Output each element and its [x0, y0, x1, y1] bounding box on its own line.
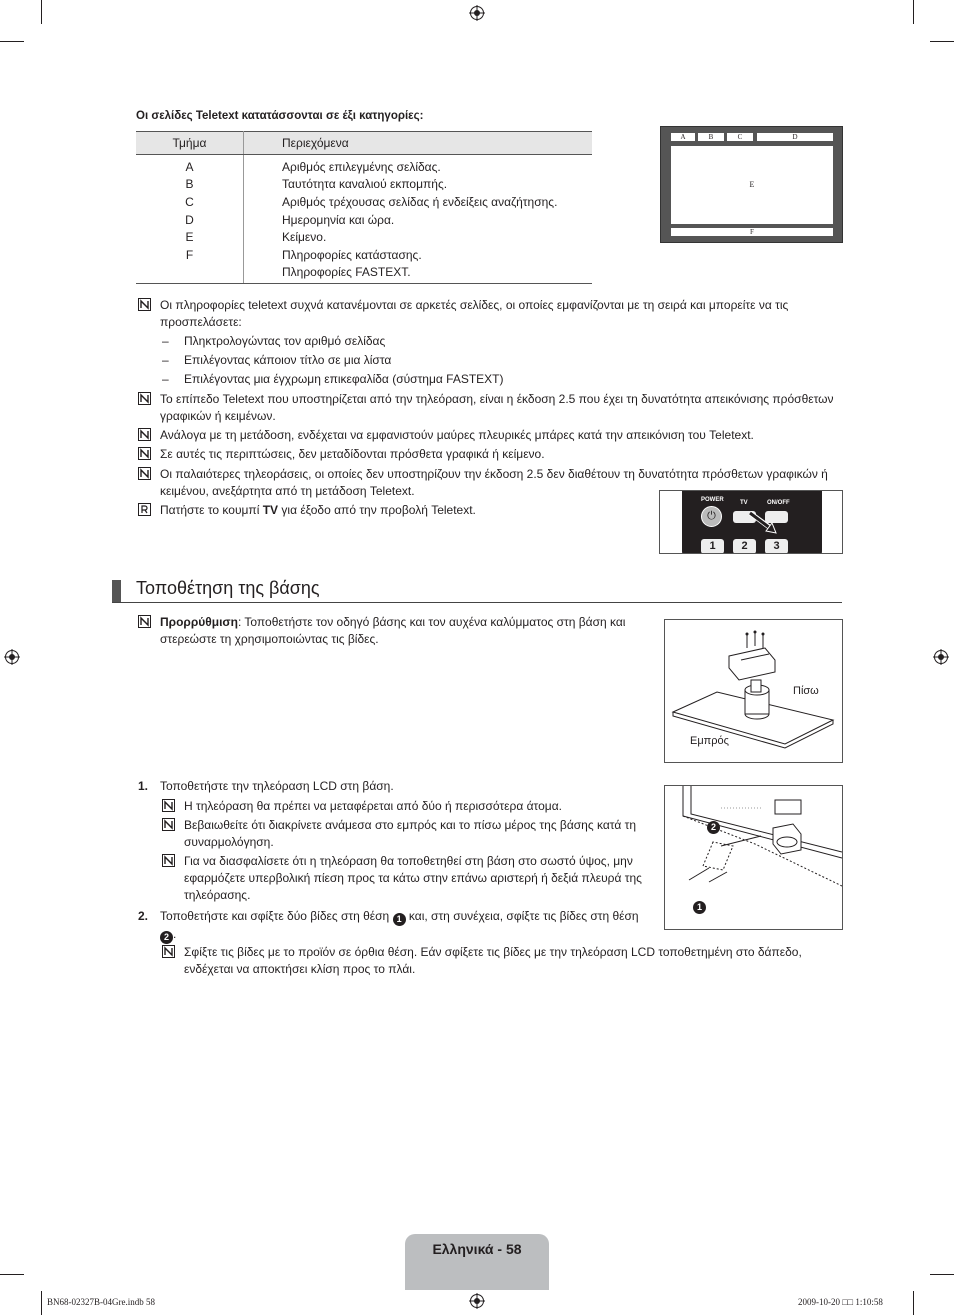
- footer-file-info: BN68-02327B-04Gre.indb 58: [47, 1297, 155, 1307]
- note-item: [138, 427, 838, 444]
- segment-cell: [136, 264, 244, 284]
- table-row: [136, 193, 592, 211]
- note-text: Για να διασφαλίσετε ότι η τηλεόραση θα τοποθετηθεί στη βάση στο σωστό ύψος, μην εφαρμόζετε υπερβολική πίεση προς τα κάτω στην επάνω αριστερή ή δεξιά πλευρά της τηλεόρασης.: [184, 854, 642, 902]
- segment-cell: F: [136, 246, 244, 264]
- heading-marker: [112, 580, 121, 602]
- step-number: 2.: [138, 909, 149, 923]
- note-icon: [138, 615, 151, 628]
- table-intro: Οι σελίδες Teletext κατατάσσονται σε έξι κατηγορίες:: [136, 110, 424, 122]
- power-button-icon: ⏻: [701, 506, 722, 527]
- note-text-part: για έξοδο από την προβολή Teletext.: [278, 503, 476, 517]
- note-item: [162, 798, 652, 815]
- diagram-segment-a: A: [671, 133, 695, 141]
- diagram-segment-c: C: [727, 133, 753, 141]
- step-text-part: Τοποθετήστε και σφίξτε δύο βίδες στη θέση: [160, 909, 393, 923]
- step-number: 1.: [138, 779, 149, 793]
- diagram-segment-d: D: [757, 133, 833, 141]
- number-key-3: 3: [765, 539, 788, 554]
- note-item: [138, 446, 838, 463]
- note-text: Το επίπεδο Teletext που υποστηρίζεται από την τηλεόραση, είναι η έκδοση 2.5 που έχει τη δυνατότητα απεικόνισης πρόσθετων γραφικών ή κειμένων.: [160, 392, 834, 423]
- note-item: [162, 944, 827, 978]
- arrow-icon: [746, 509, 780, 535]
- segment-cell: B: [136, 176, 244, 194]
- segment-cell: A: [136, 155, 244, 176]
- section-title: Τοποθέτηση της βάσης: [136, 578, 320, 598]
- note-item: [138, 614, 643, 648]
- diagram-segment-f: F: [671, 228, 833, 236]
- contents-cell: Πληροφορίες κατάστασης.: [282, 247, 422, 262]
- note-text-part: Πατήστε το κουμπί: [160, 503, 263, 517]
- registration-mark-icon: [933, 649, 949, 665]
- tv-mounting-illustration: [664, 785, 843, 930]
- dash-bullet: –: [162, 372, 169, 386]
- note-text: Βεβαιωθείτε ότι διακρίνετε ανάμεσα στο εμπρός και το πίσω μέρος της βάσης κατά τη συναρμολόγηση.: [184, 818, 637, 849]
- stand-illustration: [664, 619, 843, 763]
- crop-mark: [913, 0, 914, 24]
- note-text: Σε αυτές τις περιπτώσεις, δεν μεταδίδονται πρόσθετα γραφικά ή κείμενο.: [160, 447, 545, 461]
- list-item: [162, 333, 385, 350]
- segment-cell: D: [136, 211, 244, 229]
- remote-control-illustration: [659, 490, 843, 554]
- note-text: [160, 614, 643, 648]
- footer-timestamp: 2009-10-20 □□ 1:10:58: [798, 1297, 883, 1307]
- position-marker-2: 2: [160, 931, 173, 944]
- registration-mark-icon: [4, 649, 20, 665]
- table-header-row: [136, 132, 592, 155]
- note-item: [138, 391, 838, 425]
- note-text: [160, 502, 638, 519]
- number-key-2: 2: [733, 539, 756, 554]
- crop-mark: [0, 41, 24, 42]
- list-item-text: Επιλέγοντας μια έγχρωμη επικεφαλίδα (σύστημα FASTEXT): [184, 372, 504, 386]
- note-icon: [138, 392, 151, 405]
- note-text: Η τηλεόραση θα πρέπει να μεταφέρεται από δύο ή περισσότερα άτομα.: [184, 799, 562, 813]
- note-icon: [138, 428, 151, 441]
- step-text: [160, 908, 650, 944]
- note-icon: [162, 854, 175, 867]
- crop-mark: [0, 1274, 24, 1275]
- crop-mark: [930, 41, 954, 42]
- table-row: [136, 176, 592, 194]
- note-icon: [162, 945, 175, 958]
- position-marker-1: 1: [693, 901, 706, 914]
- note-text: Οι παλαιότερες τηλεοράσεις, οι οποίες δεν υποστηρίζουν την έκδοση 2.5 δεν διαθέτουν τη δυνατότητα πρόσθετων γραφικών ή κειμένου, ανεξάρτητα από τη μετάδοση Teletext.: [160, 467, 828, 498]
- list-item: [162, 352, 391, 369]
- contents-cell: Ημερομηνία και ώρα.: [282, 212, 395, 227]
- table-row: [136, 264, 592, 284]
- list-item: [162, 371, 504, 388]
- note-item: [162, 853, 652, 904]
- note-text: Σφίξτε τις βίδες με το προϊόν σε όρθια θέση. Εάν σφίξετε τις βίδες με την τηλεόραση LCD τοποθετημένη στο δάπεδο, ενδέχεται να αποκτήσει κλίση προς το πλάι.: [184, 945, 802, 976]
- tv-label: TV: [740, 500, 748, 506]
- contents-cell: Κείμενο.: [282, 230, 327, 245]
- segment-cell: E: [136, 228, 244, 246]
- contents-cell: Πληροφορίες FASTEXT.: [244, 264, 593, 284]
- back-label: Πίσω: [793, 685, 819, 697]
- note-text: Οι πληροφορίες teletext συχνά κατανέμονται σε αρκετές σελίδες, οι οποίες εμφανίζονται με τη σειρά και μπορείτε να τις προσπελάσετε:: [160, 298, 789, 329]
- position-marker-1: 1: [393, 913, 406, 926]
- crop-mark: [913, 1291, 914, 1315]
- table-row: [136, 228, 592, 246]
- note-icon: [138, 467, 151, 480]
- list-item-text: Επιλέγοντας κάποιον τίτλο σε μια λίστα: [184, 353, 392, 367]
- table-row: [136, 211, 592, 229]
- onoff-label: ON/OFF: [767, 500, 790, 506]
- note-item: [162, 817, 652, 851]
- tv-mounting-drawing: [665, 786, 842, 929]
- teletext-layout-diagram: [660, 126, 843, 243]
- preset-label: Προρρύθμιση: [160, 615, 238, 629]
- registration-mark-icon: [469, 5, 485, 21]
- table-row: [136, 155, 592, 176]
- note-icon: [138, 447, 151, 460]
- segment-cell: C: [136, 193, 244, 211]
- preset-text: : Τοποθετήστε τον οδηγό βάσης και τον αυχένα καλύμματος στη βάση και στερεώστε τη χρησιμοποιώντας τις βίδες.: [160, 615, 626, 646]
- position-marker-2: 2: [707, 821, 720, 834]
- teletext-segment-table: [136, 131, 592, 284]
- crop-mark: [41, 1291, 42, 1315]
- crop-mark: [41, 0, 42, 24]
- note-text: Ανάλογα με τη μετάδοση, ενδέχεται να εμφανιστούν μαύρες πλευρικές μπάρες κατά την απεικόνιση του Teletext.: [160, 428, 754, 442]
- note-icon: [138, 298, 151, 311]
- registration-mark-icon: [469, 1293, 485, 1309]
- front-label: Εμπρός: [690, 735, 729, 747]
- power-label: POWER: [701, 497, 724, 503]
- contents-cell: Αριθμός τρέχουσας σελίδας ή ενδείξεις αναζήτησης.: [282, 194, 558, 209]
- contents-cell: Αριθμός επιλεγμένης σελίδας.: [282, 159, 441, 174]
- note-icon: [162, 818, 175, 831]
- note-item: [138, 297, 838, 331]
- heading-divider: [112, 602, 842, 603]
- column-header-contents: Περιεχόμενα: [244, 132, 593, 155]
- remote-button-icon: [138, 503, 151, 516]
- tv-button-label: TV: [262, 503, 279, 517]
- contents-cell: Ταυτότητα καναλιού εκπομπής.: [282, 177, 448, 192]
- diagram-segment-b: B: [698, 133, 724, 141]
- crop-mark: [930, 1274, 954, 1275]
- list-item-text: Πληκτρολογώντας τον αριθμό σελίδας: [184, 334, 386, 348]
- note-icon: [162, 799, 175, 812]
- diagram-segment-e: E: [671, 146, 833, 224]
- dash-bullet: –: [162, 353, 169, 367]
- step-text: Τοποθετήστε την τηλεόραση LCD στη βάση.: [160, 779, 394, 793]
- page-number: Ελληνικά - 58: [432, 1241, 522, 1257]
- step-text-part: και, στη συνέχεια, σφίξτε τις βίδες στη θέση: [405, 909, 639, 923]
- dash-bullet: –: [162, 334, 169, 348]
- column-header-segment: Τμήμα: [136, 132, 244, 155]
- table-row: [136, 246, 592, 264]
- step-text-part: .: [173, 927, 177, 941]
- number-key-1: 1: [701, 539, 724, 554]
- note-item: [138, 502, 638, 519]
